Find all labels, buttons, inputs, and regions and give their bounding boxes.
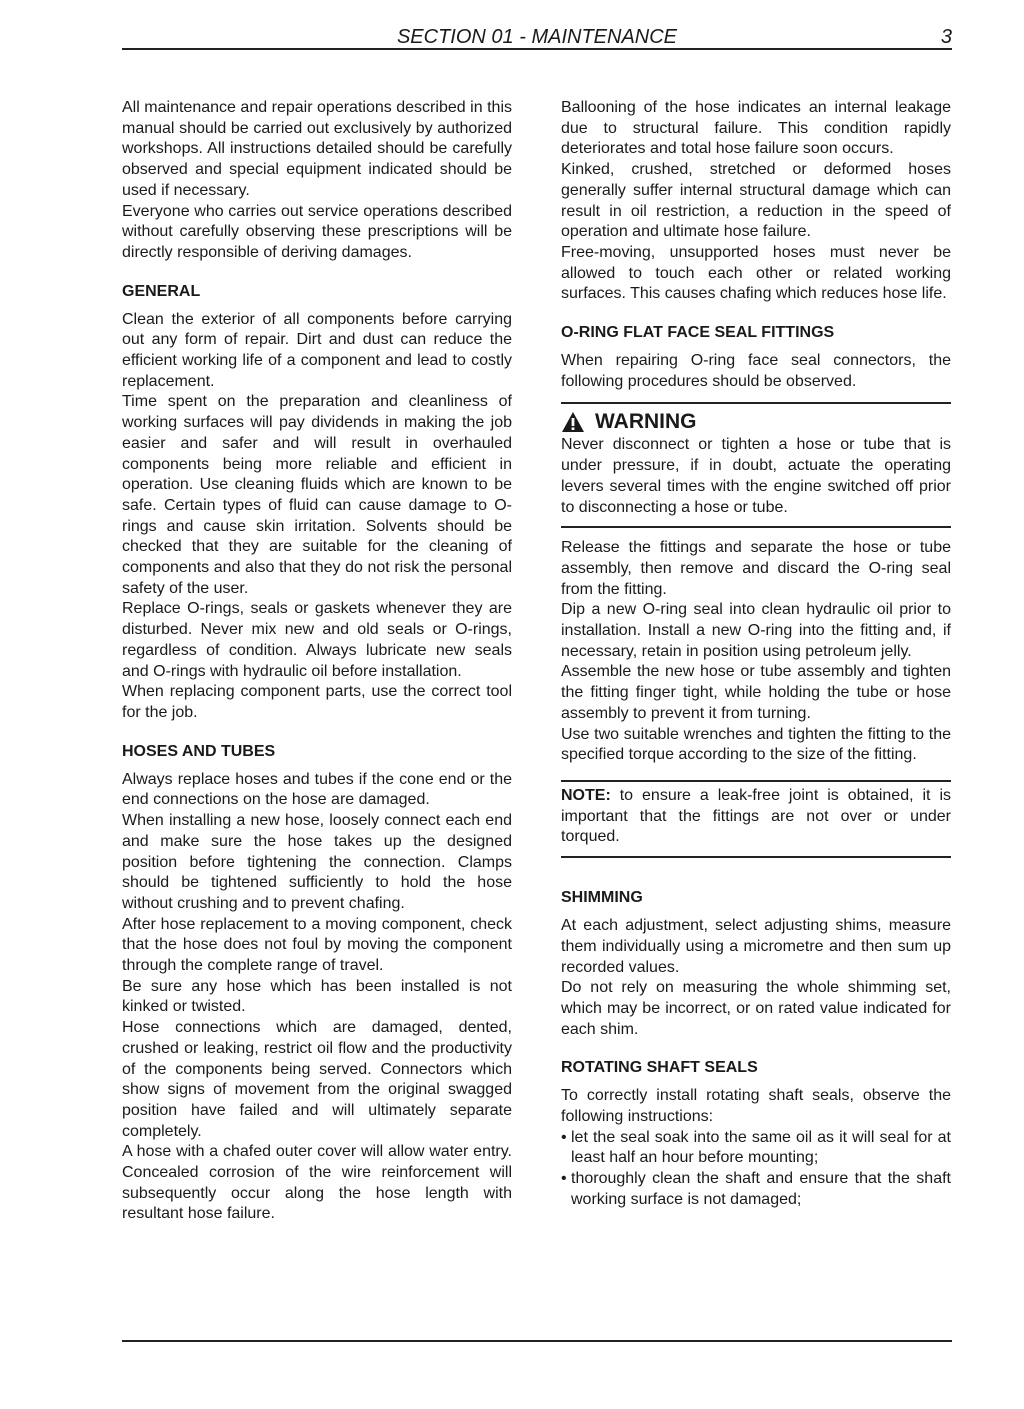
page-number: 3 — [940, 26, 952, 48]
page-header — [122, 26, 952, 50]
paragraph: Replace O-rings, seals or gaskets whenever they are disturbed. Never mix new and old seals or O-rings, regardless of condition. Always lubricate new seals and O-rings with hydraulic oil before installation. — [122, 600, 512, 680]
paragraph: Dip a new O-ring seal into clean hydraulic oil prior to installation. Install a new O-ring into the fitting and, if necessary, retain in position using petroleum jelly. — [561, 601, 951, 660]
heading-oring-fittings: O-RING FLAT FACE SEAL FITTINGS — [561, 324, 835, 342]
paragraph: Free-moving, unsupported hoses must never be allowed to touch each other or related working surfaces. This causes chafing which reduces hose life. — [561, 243, 951, 303]
paragraph: Time spent on the preparation and cleanliness of working surfaces will pay dividends in making the job easier and safer and will result in overhauled components being more reliable and efficient in operation. Use cleaning fluids which are known to be safe. Certain types of fluid can cause damage to O-rings and cause skin irritation. Solvents should be checked that they are suitable for the cleaning of components and also that they do not risk the personal safety of the user. — [122, 393, 512, 597]
note-text — [561, 786, 951, 848]
paragraph: Ballooning of the hose indicates an internal leakage due to structural failure. This condition rapidly deteriorates and total hose failure soon occurs. — [561, 99, 951, 158]
paragraph: When installing a new hose, loosely connect each end and make sure the hose takes up the designed position before tightening the connection. Clamps should be tightened sufficiently to hold the hose without crushing and to prevent chafing. — [122, 812, 512, 912]
note-box — [561, 780, 951, 858]
heading-general: GENERAL — [122, 282, 201, 300]
heading-shimming: SHIMMING — [561, 889, 643, 907]
section-title: SECTION 01 - MAINTENANCE — [396, 26, 678, 48]
intro-block — [561, 98, 951, 305]
note-label: NOTE: — [561, 786, 611, 804]
list-item: • let the seal soak into the same oil as it will seal for at least half an hour before mounting; — [561, 1128, 951, 1167]
paragraph: At each adjustment, select adjusting shims, measure them individually using a micrometre and then sum up recorded values. — [561, 917, 951, 976]
warning-title-row — [561, 409, 951, 435]
paragraph: Clean the exterior of all components before carrying out any form of repair. Dirt and dust can reduce the efficient working life of a component and lead to costly replacement. — [122, 310, 512, 390]
paragraph: To correctly install rotating shaft seals, observe the following instructions: — [561, 1087, 951, 1126]
paragraph: Use two suitable wrenches and tighten the fitting to the specified torque according to the size of the fitting. — [561, 725, 951, 764]
paragraph: When repairing O-ring face seal connectors, the following procedures should be observed. — [561, 352, 951, 390]
heading-hoses-and-tubes: HOSES AND TUBES — [122, 742, 276, 760]
warning-box — [561, 402, 951, 528]
footer-rule — [122, 1340, 952, 1342]
instruction-list — [561, 1128, 951, 1211]
intro-block — [122, 98, 512, 264]
note-body: to ensure a leak-free joint is obtained, it is important that the fittings are not over or under torqued. — [561, 786, 951, 846]
warning-text: Never disconnect or tighten a hose or tube that is under pressure, if in doubt, actuate the operating levers several times with the engine switched off prior to disconnecting a hose or tube. — [561, 436, 951, 516]
paragraph: Kinked, crushed, stretched or deformed hoses generally suffer internal structural damage which can result in oil restriction, a reduction in the speed of operation and ultimate hose failure. — [561, 161, 951, 241]
right-column — [561, 96, 951, 1211]
paragraph: Do not rely on measuring the whole shimming set, which may be incorrect, or on rated value indicated for each shim. — [561, 979, 951, 1038]
warning-triangle-icon — [561, 411, 585, 433]
paragraph: Be sure any hose which has been installed is not kinked or twisted. — [122, 977, 512, 1016]
paragraph: Hose connections which are damaged, dented, crushed or leaking, restrict oil flow and the productivity of the components being served. Connectors which show signs of movement from the original swagged position have failed and will ultimately separate completely. — [122, 1019, 512, 1140]
oring-procedure — [561, 538, 951, 766]
paragraph: Always replace hoses and tubes if the cone end or the end connections on the hose are damaged. — [122, 770, 512, 809]
paragraph: All maintenance and repair operations described in this manual should be carried out exclusively by authorized workshops. All instructions detailed should be carefully observed and special equipment indicated should be used if necessary. — [122, 99, 512, 199]
list-item: • thoroughly clean the shaft and ensure that the shaft working surface is not damaged; — [561, 1170, 951, 1208]
paragraph: Everyone who carries out service operations described without carefully observing these prescriptions will be directly responsible of deriving damages. — [122, 202, 512, 261]
paragraph: Release the fittings and separate the hose or tube assembly, then remove and discard the O-ring seal from the fitting. — [561, 539, 951, 598]
paragraph: After hose replacement to a moving component, check that the hose does not foul by moving the component through the complete range of travel. — [122, 915, 512, 975]
paragraph: Assemble the new hose or tube assembly and tighten the fitting finger tight, while holding the tube or hose assembly to prevent it from turning. — [561, 663, 951, 722]
bullet-icon: • — [561, 1128, 567, 1146]
warning-title: WARNING — [595, 410, 697, 434]
paragraph: When replacing component parts, use the correct tool for the job. — [122, 683, 512, 721]
paragraph: A hose with a chafed outer cover will allow water entry. Concealed corrosion of the wire reinforcement will subsequently occur along the hose length with resultant hose failure. — [122, 1143, 512, 1223]
heading-rotating-shaft-seals: ROTATING SHAFT SEALS — [561, 1059, 758, 1077]
left-column — [122, 96, 512, 1225]
bullet-icon: • — [561, 1170, 567, 1188]
